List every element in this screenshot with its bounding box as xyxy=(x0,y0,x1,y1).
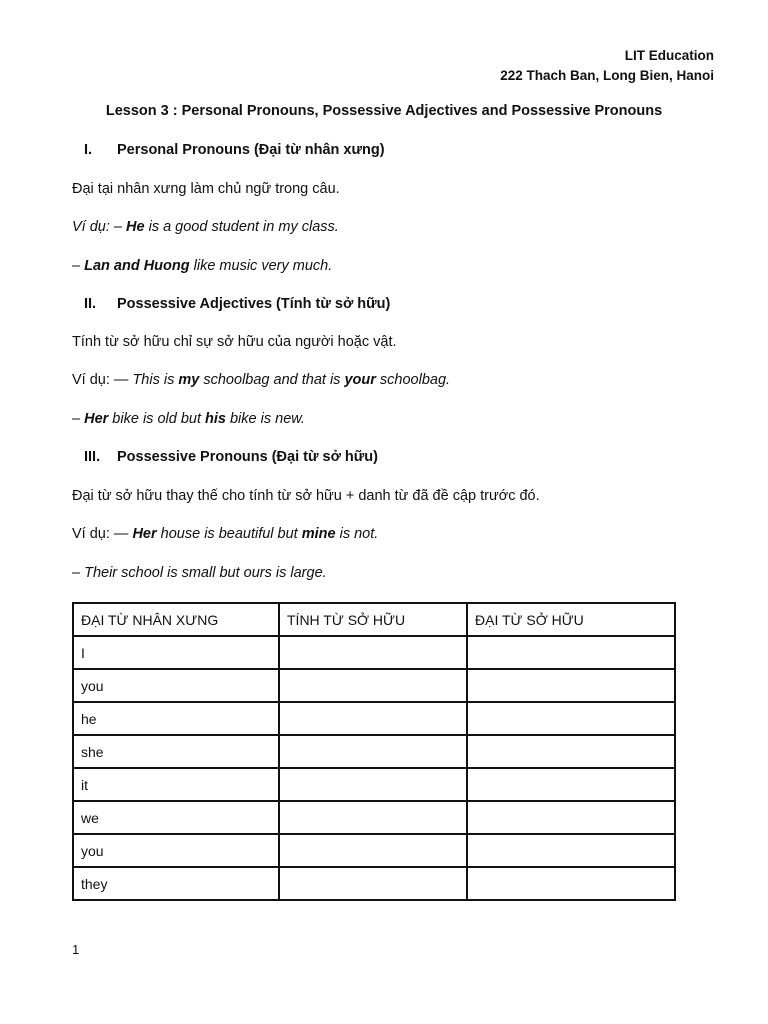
section-2-example-1 xyxy=(72,372,450,388)
column-header: TÍNH TỪ SỞ HỮU xyxy=(279,603,467,636)
table-row xyxy=(73,636,675,669)
example-text: is not. xyxy=(335,526,379,542)
table-cell: he xyxy=(73,702,279,735)
table-cell: you xyxy=(73,669,279,702)
section-title: Personal Pronouns (Đại từ nhân xưng) xyxy=(117,142,385,158)
example-text: schoolbag. xyxy=(375,372,451,388)
table-cell xyxy=(279,768,467,801)
header-block xyxy=(500,46,714,86)
example-text: is a good student in my class. xyxy=(144,219,339,235)
section-2-example-2 xyxy=(72,411,305,427)
example-keyword: his xyxy=(205,411,226,427)
table-row xyxy=(73,735,675,768)
example-text: like music very much. xyxy=(189,258,333,274)
table-cell xyxy=(279,834,467,867)
pronoun-table xyxy=(72,602,676,901)
example-keyword: mine xyxy=(301,526,336,542)
table-cell xyxy=(279,702,467,735)
org-address: 222 Thach Ban, Long Bien, Hanoi xyxy=(500,68,714,83)
org-name: LIT Education xyxy=(624,48,714,63)
example-text: bike is new. xyxy=(225,411,305,427)
example-keyword: your xyxy=(344,372,376,388)
lesson-title: Lesson 3 : Personal Pronouns, Possessive Adjectives and Possessive Pronouns xyxy=(105,103,663,119)
column-header: ĐẠI TỪ NHÂN XƯNG xyxy=(73,603,279,636)
example-prefix: Ví dụ: — xyxy=(72,526,133,542)
table-cell xyxy=(279,735,467,768)
page-number: 1 xyxy=(72,942,80,957)
table-cell: we xyxy=(73,801,279,834)
example-keyword: Lan and Huong xyxy=(84,258,190,274)
example-prefix: Ví dụ: — xyxy=(72,372,133,388)
example-keyword: Her xyxy=(132,526,157,542)
example-prefix: – xyxy=(72,411,85,427)
table-cell xyxy=(279,867,467,900)
table-cell: they xyxy=(73,867,279,900)
table-cell xyxy=(467,834,675,867)
section-2-definition: Tính từ sở hữu chỉ sự sở hữu của người hoặc vật. xyxy=(72,334,397,350)
table-cell xyxy=(279,801,467,834)
example-keyword: my xyxy=(178,372,200,388)
table-cell xyxy=(467,867,675,900)
column-header: ĐẠI TỪ SỞ HỮU xyxy=(467,603,675,636)
table-header-row xyxy=(73,603,675,636)
section-heading-1 xyxy=(84,142,385,158)
table-cell: she xyxy=(73,735,279,768)
table-row xyxy=(73,834,675,867)
section-heading-2 xyxy=(84,296,390,312)
example-text: bike is old but xyxy=(108,411,206,427)
table-cell xyxy=(467,636,675,669)
table-row xyxy=(73,669,675,702)
table-cell xyxy=(467,669,675,702)
section-3-definition: Đại từ sở hữu thay thế cho tính từ sở hữu + danh từ đã đề cập trước đó. xyxy=(72,488,540,504)
table-row xyxy=(73,702,675,735)
table-cell xyxy=(279,636,467,669)
table-cell: you xyxy=(73,834,279,867)
example-prefix: – xyxy=(72,258,85,274)
example-text: This is xyxy=(132,372,179,388)
table-cell xyxy=(467,768,675,801)
example-keyword: Her xyxy=(84,411,109,427)
section-1-definition: Đại tại nhân xưng làm chủ ngữ trong câu. xyxy=(72,181,340,197)
section-1-example-1 xyxy=(72,219,339,235)
table-row xyxy=(73,801,675,834)
table-row xyxy=(73,768,675,801)
section-3-example-2: – Their school is small but ours is large. xyxy=(72,565,327,581)
table-cell: I xyxy=(73,636,279,669)
section-1-example-2 xyxy=(72,258,332,274)
table-cell xyxy=(467,801,675,834)
section-number: I. xyxy=(84,142,93,158)
table-cell xyxy=(467,702,675,735)
table-cell xyxy=(467,735,675,768)
table-cell xyxy=(279,669,467,702)
section-number: II. xyxy=(84,296,97,312)
example-text: schoolbag and that is xyxy=(199,372,345,388)
table-row xyxy=(73,867,675,900)
example-prefix: Ví dụ: – xyxy=(72,219,127,235)
section-number: III. xyxy=(84,449,101,465)
example-text: house is beautiful but xyxy=(156,526,302,542)
section-3-example-1 xyxy=(72,526,378,542)
section-title: Possessive Pronouns (Đại từ sở hữu) xyxy=(117,449,378,465)
section-title: Possessive Adjectives (Tính từ sở hữu) xyxy=(117,296,391,312)
example-keyword: He xyxy=(126,219,145,235)
section-heading-3 xyxy=(84,449,378,465)
table-cell: it xyxy=(73,768,279,801)
